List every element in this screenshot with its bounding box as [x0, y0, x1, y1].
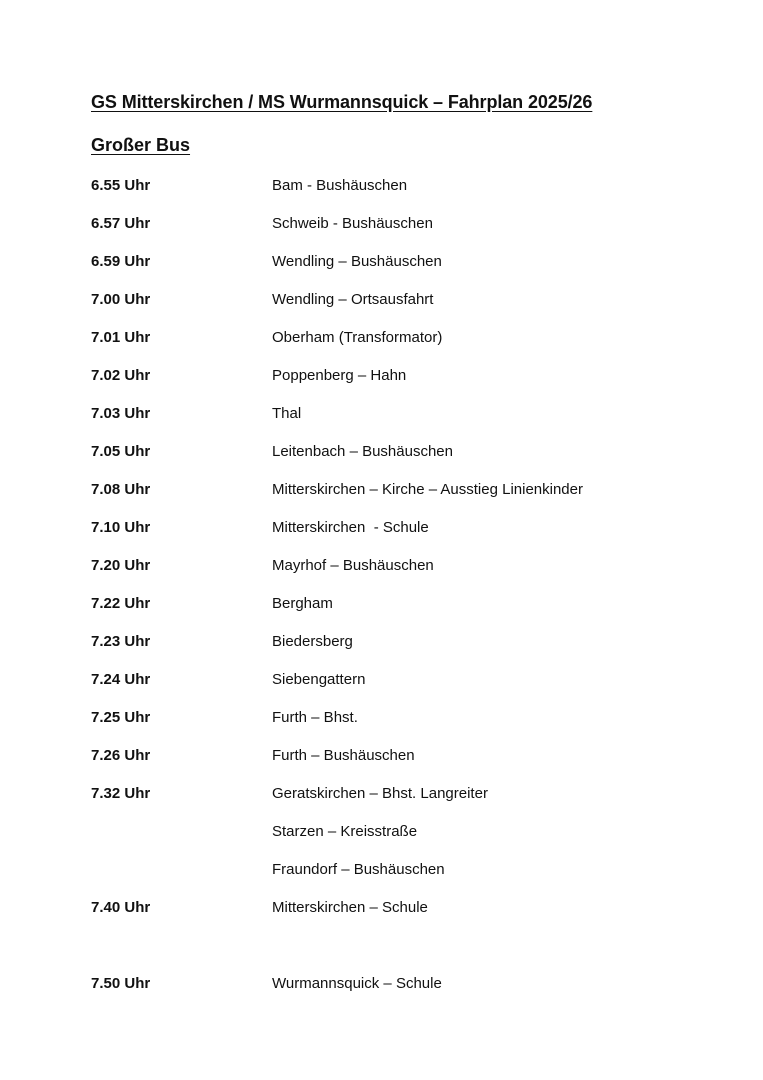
bus-stop: Siebengattern	[272, 671, 366, 688]
schedule-row	[0, 899, 763, 921]
bus-stop: Wurmannsquick – Schule	[272, 975, 442, 992]
schedule-row	[0, 329, 763, 351]
departure-time: 7.05 Uhr	[91, 443, 151, 460]
departure-time: 7.02 Uhr	[91, 367, 151, 384]
schedule-row	[0, 291, 763, 313]
schedule-row	[0, 481, 763, 503]
schedule-row	[0, 633, 763, 655]
schedule-row	[0, 671, 763, 693]
bus-stop: Thal	[272, 405, 302, 422]
departure-time: 7.01 Uhr	[91, 329, 151, 346]
departure-time: 7.26 Uhr	[91, 747, 151, 764]
departure-time: 7.20 Uhr	[91, 557, 151, 574]
schedule-row	[0, 253, 763, 275]
departure-time: 6.59 Uhr	[91, 253, 151, 270]
departure-time: 6.55 Uhr	[91, 177, 151, 194]
schedule-row	[0, 443, 763, 465]
departure-time: 7.23 Uhr	[91, 633, 151, 650]
departure-time: 7.24 Uhr	[91, 671, 151, 688]
schedule-row	[0, 215, 763, 237]
schedule-row	[0, 557, 763, 579]
bus-stop: Furth – Bushäuschen	[272, 747, 415, 764]
departure-time: 7.00 Uhr	[91, 291, 151, 308]
bus-stop: Wendling – Bushäuschen	[272, 253, 442, 270]
schedule-row	[0, 823, 763, 845]
departure-time: 7.50 Uhr	[91, 975, 151, 992]
bus-stop: Poppenberg – Hahn	[272, 367, 407, 384]
schedule-row	[0, 595, 763, 617]
bus-stop: Mitterskirchen – Kirche – Ausstieg Linienkinder	[272, 481, 583, 498]
schedule-row	[0, 861, 763, 883]
bus-stop: Mitterskirchen - Schule	[272, 519, 429, 536]
bus-stop: Fraundorf – Bushäuschen	[272, 861, 445, 878]
bus-stop: Wendling – Ortsausfahrt	[272, 291, 434, 308]
departure-time: 7.25 Uhr	[91, 709, 151, 726]
schedule-row	[0, 747, 763, 769]
bus-stop: Biedersberg	[272, 633, 353, 650]
bus-stop: Bam - Bushäuschen	[272, 177, 408, 194]
departure-time: 7.40 Uhr	[91, 899, 151, 916]
document-title: GS Mitterskirchen / MS Wurmannsquick – Fahrplan 2025/26	[91, 92, 593, 112]
bus-stop: Mayrhof – Bushäuschen	[272, 557, 434, 574]
schedule-row	[0, 367, 763, 389]
bus-stop: Leitenbach – Bushäuschen	[272, 443, 453, 460]
bus-stop: Mitterskirchen – Schule	[272, 899, 428, 916]
bus-stop: Schweib - Bushäuschen	[272, 215, 433, 232]
departure-time: 7.22 Uhr	[91, 595, 151, 612]
schedule-row	[0, 405, 763, 427]
departure-time: 7.03 Uhr	[91, 405, 151, 422]
departure-time: 7.10 Uhr	[91, 519, 151, 536]
schedule-row	[0, 785, 763, 807]
schedule-row	[0, 519, 763, 541]
schedule-row	[0, 975, 763, 997]
departure-time: 6.57 Uhr	[91, 215, 151, 232]
departure-time: 7.32 Uhr	[91, 785, 151, 802]
section-title: Großer Bus	[91, 135, 191, 155]
bus-stop: Furth – Bhst.	[272, 709, 358, 726]
schedule-row	[0, 177, 763, 199]
bus-stop: Starzen – Kreisstraße	[272, 823, 418, 840]
bus-stop: Oberham (Transformator)	[272, 329, 443, 346]
bus-stop: Bergham	[272, 595, 333, 612]
bus-stop: Geratskirchen – Bhst. Langreiter	[272, 785, 488, 802]
departure-time: 7.08 Uhr	[91, 481, 151, 498]
schedule-row	[0, 709, 763, 731]
